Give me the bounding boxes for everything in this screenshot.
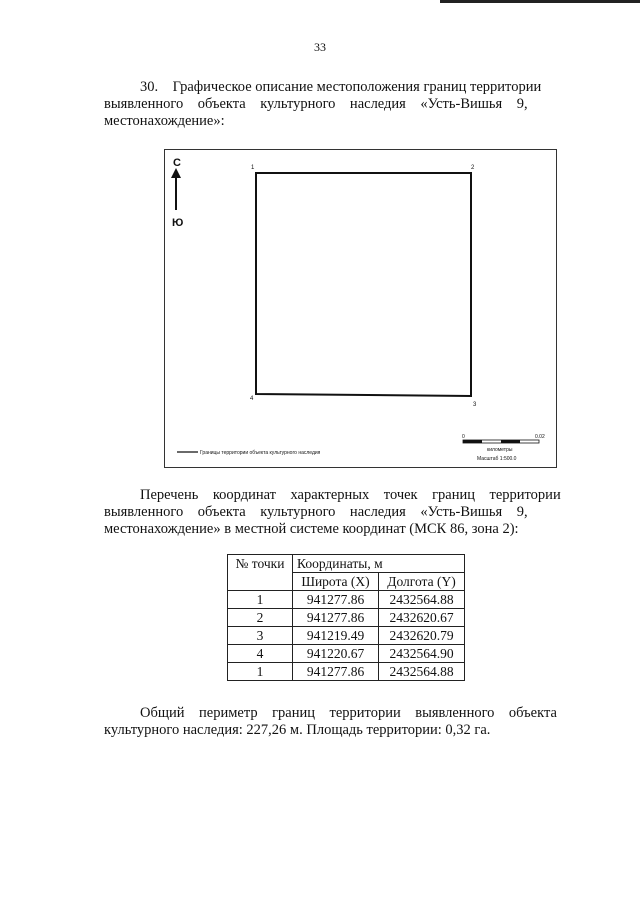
page-number: 33 (314, 40, 326, 54)
table-header-row (228, 555, 465, 573)
cell-point: 3 (228, 627, 293, 645)
point-label-4: 4 (250, 396, 254, 402)
point-label-2: 2 (471, 165, 475, 171)
header-lon: Долгота (Y) (379, 573, 465, 591)
boundary-polygon (256, 173, 471, 396)
table-row (228, 591, 465, 609)
scale-start-label: 0 (462, 434, 465, 440)
point-label-3: 3 (473, 402, 477, 408)
compass-arrow-icon (171, 168, 181, 178)
cell-lat: 941277.86 (293, 663, 379, 681)
section-heading (104, 79, 587, 130)
cell-lat: 941277.86 (293, 591, 379, 609)
summary-line1: Общий периметр границ территории выявленного объекта (140, 705, 557, 721)
scale-bar-segment (463, 440, 482, 443)
coordinates-intro-line2: выявленного объекта культурного наследия «Усть-Вишья 9, (104, 504, 528, 520)
cell-lon: 2432620.79 (379, 627, 465, 645)
scale-bar-segment (501, 440, 520, 443)
table-row (228, 663, 465, 681)
coordinates-intro (104, 487, 587, 538)
summary-paragraph (104, 705, 587, 739)
coordinates-intro-line1: Перечень координат характерных точек границ территории (140, 487, 561, 503)
scale-end-label: 0.02 (535, 434, 545, 440)
section-heading-line3: местонахождение»: (104, 113, 225, 129)
point-label-1: 1 (251, 165, 255, 171)
legend-label: Границы территории объекта культурного наследия (200, 450, 321, 456)
cell-lat: 941219.49 (293, 627, 379, 645)
summary-line2: культурного наследия: 227,26 м. Площадь территории: 0,32 га. (104, 722, 491, 738)
coordinates-table (227, 554, 465, 681)
cell-lon: 2432564.88 (379, 663, 465, 681)
cell-point: 4 (228, 645, 293, 663)
header-coords: Координаты, м (293, 555, 465, 573)
header-lat: Широта (X) (293, 573, 379, 591)
cell-point: 1 (228, 591, 293, 609)
section-heading-line2: выявленного объекта культурного наследия «Усть-Вишья 9, (104, 96, 528, 112)
cell-lat: 941220.67 (293, 645, 379, 663)
cell-lon: 2432564.88 (379, 591, 465, 609)
compass-south-label: Ю (172, 217, 184, 229)
cell-lat: 941277.86 (293, 609, 379, 627)
table-row (228, 645, 465, 663)
table-row (228, 609, 465, 627)
table-row (228, 627, 465, 645)
section-heading-line1: 30. Графическое описание местоположения границ территории (140, 79, 542, 95)
top-border-rule (440, 0, 640, 3)
boundary-map-drawing (165, 150, 556, 467)
scale-text: Масштаб 1:500.0 (477, 456, 517, 462)
coordinates-intro-line3: местонахождение» в местной системе координат (МСК 86, зона 2): (104, 521, 519, 537)
scale-unit-label: километры (487, 447, 513, 453)
cell-lon: 2432564.90 (379, 645, 465, 663)
boundary-map (164, 149, 557, 468)
compass-north-label: С (173, 157, 181, 169)
cell-lon: 2432620.67 (379, 609, 465, 627)
cell-point: 1 (228, 663, 293, 681)
cell-point: 2 (228, 609, 293, 627)
header-point: № точки (228, 555, 293, 591)
